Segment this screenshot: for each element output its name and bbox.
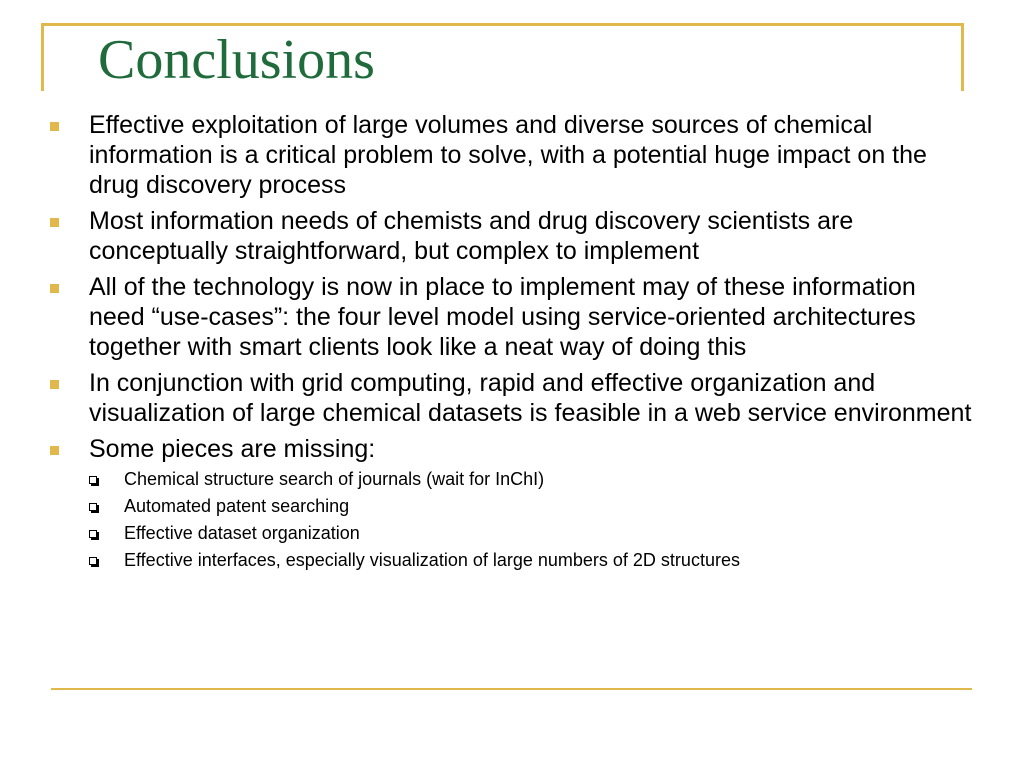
bullet-text: Most information needs of chemists and drug discovery scientists are conceptually straightforward, but complex to implement (89, 207, 854, 265)
frame-left-line (41, 23, 44, 91)
bullet-item (44, 434, 974, 574)
bullet-text: In conjunction with grid computing, rapid and effective organization and visualization of large chemical datasets is feasible in a web service environment (89, 369, 972, 427)
bullet-item (44, 206, 974, 266)
bullet-list (44, 110, 974, 580)
square-bullet-icon (50, 218, 59, 227)
sub-bullet-item (89, 547, 974, 574)
hollow-square-bullet-icon (89, 530, 97, 538)
bullet-item (44, 272, 974, 362)
square-bullet-icon (50, 446, 59, 455)
sub-bullet-text: Automated patent searching (124, 496, 350, 516)
bullet-text: Effective exploitation of large volumes and diverse sources of chemical information is a critical problem to solve, with a potential huge impact on the drug discovery process (89, 111, 927, 199)
hollow-square-bullet-icon (89, 557, 97, 565)
sub-bullet-text: Effective dataset organization (124, 523, 360, 543)
sub-bullet-text: Chemical structure search of journals (wait for InChI) (124, 469, 545, 489)
frame-bottom-line (51, 688, 972, 690)
square-bullet-icon (50, 122, 59, 131)
bullet-item (44, 110, 974, 200)
sub-bullet-text: Effective interfaces, especially visualization of large numbers of 2D structures (124, 550, 740, 570)
sub-bullet-item (89, 520, 974, 547)
sub-bullet-item (89, 466, 974, 493)
bullet-text: Some pieces are missing: (89, 435, 376, 463)
slide-title: Conclusions (98, 29, 375, 91)
hollow-square-bullet-icon (89, 503, 97, 511)
hollow-square-bullet-icon (89, 476, 97, 484)
square-bullet-icon (50, 380, 59, 389)
sub-bullet-item (89, 493, 974, 520)
frame-right-line (961, 23, 964, 91)
bullet-item (44, 368, 974, 428)
bullet-text: All of the technology is now in place to implement may of these information need “use-cases”: the four level model using service-oriented architectures together with smart clients look like a neat way of doing this (89, 273, 916, 361)
sub-bullet-list (89, 466, 974, 574)
square-bullet-icon (50, 284, 59, 293)
